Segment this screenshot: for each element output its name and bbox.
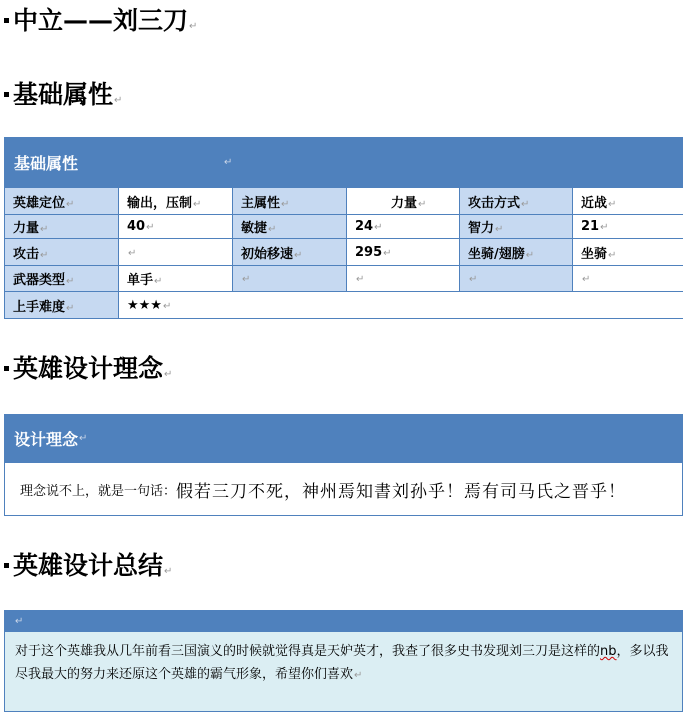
heading-bullet [4, 563, 9, 568]
paragraph-mark: ↵ [114, 95, 123, 106]
table-row [5, 266, 683, 292]
paragraph-mark: ↵ [15, 615, 24, 627]
table-row [5, 215, 683, 239]
label-cell: 坐骑/翅膀↵ [460, 239, 573, 266]
label-cell: 攻击方式↵ [460, 188, 573, 215]
heading-bullet [4, 92, 9, 97]
value-cell[interactable]: 近战↵ [573, 188, 683, 215]
concept-box-header [4, 414, 683, 463]
section-concept-title: 英雄设计理念 [13, 354, 164, 383]
value-cell[interactable]: ↵ [347, 266, 460, 292]
concept-intro: 理念说不上，就是一句话： [20, 483, 177, 499]
summary-box-header [4, 610, 683, 632]
label-cell: 敏捷↵ [233, 215, 347, 239]
value-cell[interactable]: 单手↵ [119, 266, 233, 292]
label-cell: 英雄定位↵ [5, 188, 119, 215]
concept-box-header-text: 设计理念 [14, 430, 79, 449]
paragraph-mark: ↵ [164, 369, 173, 380]
label-cell: 力量↵ [5, 215, 119, 239]
page-title-text: 中立——刘三刀 [13, 6, 189, 35]
label-cell: 主属性↵ [233, 188, 347, 215]
basic-table-header-text: 基础属性 [14, 153, 79, 173]
paragraph-mark: ↵ [164, 566, 173, 577]
value-cell[interactable]: 40↵ [119, 215, 233, 239]
section-basic-title: 基础属性 [13, 80, 114, 109]
paragraph-mark: ↵ [79, 433, 88, 444]
value-cell[interactable]: ↵ [573, 266, 683, 292]
table-row [5, 239, 683, 266]
section-concept-heading [4, 354, 172, 390]
summary-text-nb: nb [600, 644, 617, 659]
section-basic-heading [4, 80, 122, 116]
summary-text-part2: ，多以我尽我最大的努力来还原这个英雄的霸气形象，希望你们喜欢 [15, 644, 669, 682]
value-cell[interactable]: 24↵ [347, 215, 460, 239]
paragraph-mark: ↵ [224, 156, 233, 168]
label-cell: ↵ [233, 266, 347, 292]
concept-box-body [4, 463, 683, 516]
table-row [5, 292, 683, 319]
value-cell[interactable]: 21↵ [573, 215, 683, 239]
value-cell[interactable]: 输出，压制↵ [119, 188, 233, 215]
label-cell: 武器类型↵ [5, 266, 119, 292]
label-cell: 攻击↵ [5, 239, 119, 266]
summary-box-body [4, 632, 683, 712]
basic-table-header [4, 137, 683, 187]
value-cell[interactable]: ★★★↵ [119, 292, 683, 319]
paragraph-mark: ↵ [189, 21, 198, 32]
value-cell[interactable]: ↵ [119, 239, 233, 266]
value-cell[interactable]: 坐骑↵ [573, 239, 683, 266]
value-cell[interactable]: 力量↵ [347, 188, 460, 215]
summary-text-part1: 对于这个英雄我从几年前看三国演义的时候就觉得真是天妒英才，我查了很多史书发现刘三刀是这样的 [15, 644, 601, 659]
paragraph-mark: ↵ [354, 670, 363, 681]
table-row [5, 188, 683, 215]
label-cell: 智力↵ [460, 215, 573, 239]
basic-attributes-table [4, 187, 683, 319]
label-cell: ↵ [460, 266, 573, 292]
section-summary-heading [4, 551, 172, 587]
section-summary-title: 英雄设计总结 [13, 551, 164, 580]
label-cell: 初始移速↵ [233, 239, 347, 266]
concept-quote: 假若三刀不死，神州焉知書刘孙乎！焉有司马氏之晋乎！ [176, 481, 627, 502]
label-cell: 上手难度↵ [5, 292, 119, 319]
heading-bullet [4, 18, 9, 23]
heading-bullet [4, 366, 9, 371]
page-title [4, 6, 197, 42]
value-cell[interactable]: 295↵ [347, 239, 460, 266]
